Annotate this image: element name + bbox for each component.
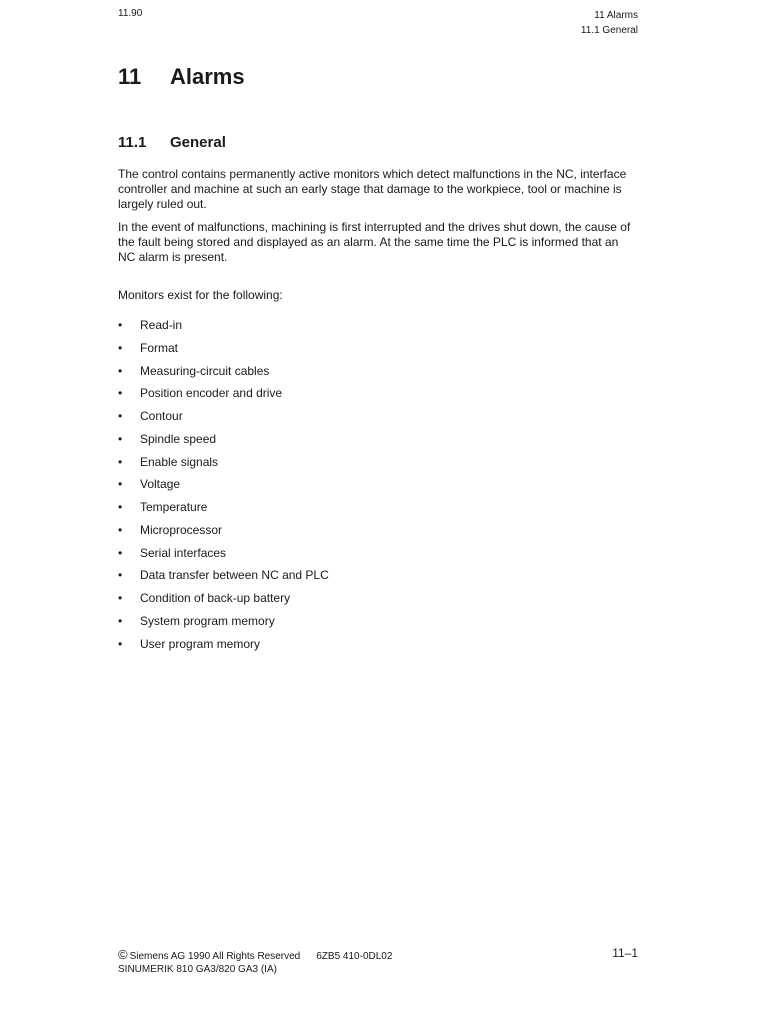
page-header-left bbox=[118, 8, 142, 19]
list-item bbox=[118, 363, 329, 386]
list-item bbox=[118, 545, 329, 568]
list-item-text: User program memory bbox=[140, 636, 261, 651]
bullet-icon: • bbox=[118, 522, 123, 537]
section-title: General bbox=[170, 134, 226, 151]
bullet-icon: • bbox=[118, 568, 123, 583]
list-item bbox=[118, 522, 329, 545]
list-item-text: Temperature bbox=[140, 500, 208, 514]
list-item bbox=[118, 454, 329, 477]
bullet-icon: • bbox=[118, 477, 123, 492]
bullet-icon: • bbox=[118, 363, 123, 378]
list-item-text: Read-in bbox=[140, 318, 183, 332]
bullet-icon: • bbox=[118, 613, 123, 628]
bullet-icon: • bbox=[118, 431, 123, 446]
section-number: 11.1 bbox=[118, 134, 147, 151]
list-item-text: Data transfer between NC and PLC bbox=[140, 568, 329, 583]
bullet-icon: • bbox=[118, 318, 123, 332]
section-heading bbox=[118, 134, 226, 151]
list-item bbox=[118, 408, 329, 431]
list-item-text: Format bbox=[140, 340, 179, 355]
page-header-right bbox=[581, 8, 638, 38]
list-item-text: Microprocessor bbox=[140, 522, 223, 537]
list-item bbox=[118, 613, 329, 636]
list-item-text: Spindle speed bbox=[140, 431, 217, 446]
monitor-list bbox=[118, 317, 329, 658]
bullet-icon: • bbox=[118, 340, 123, 355]
copyright-text: Siemens AG 1990 All Rights Reserved bbox=[129, 951, 301, 962]
bullet-icon: • bbox=[118, 500, 123, 514]
list-item-text: Voltage bbox=[140, 477, 181, 492]
list-item-text: System program memory bbox=[140, 613, 275, 628]
header-chapter-ref: 11 Alarms bbox=[594, 10, 638, 21]
malfunction-paragraph: In the event of malfunctions, machining is first interrupted and the drives shut down, the cause of the fault being stored and displayed as an alarm. At the same time the PLC is informed that an NC alarm is present. bbox=[118, 220, 631, 265]
list-item bbox=[118, 431, 329, 454]
bullet-icon: • bbox=[118, 386, 123, 401]
list-item bbox=[118, 476, 329, 499]
bullet-icon: • bbox=[118, 636, 123, 651]
list-item bbox=[118, 499, 329, 522]
header-date: 11.90 bbox=[118, 8, 143, 19]
bullet-icon: • bbox=[118, 454, 123, 469]
page-number: 11–1 bbox=[612, 946, 638, 960]
bullet-icon: • bbox=[118, 545, 123, 560]
header-section-ref: 11.1 General bbox=[580, 25, 638, 36]
intro-paragraph: The control contains permanently active monitors which detect malfunctions in the NC, interface controller and machine at such an early stage that damage to the workpiece, tool or machine is largely ruled out. bbox=[118, 167, 627, 212]
monitors-intro: Monitors exist for the following: bbox=[118, 288, 283, 302]
list-item bbox=[118, 340, 329, 363]
order-number: 6ZB5 410-0DL02 bbox=[316, 951, 393, 962]
product-name: SINUMERIK 810 GA3/820 GA3 (IA) bbox=[118, 964, 277, 975]
chapter-heading bbox=[118, 64, 245, 90]
list-item bbox=[118, 317, 329, 340]
chapter-title: Alarms bbox=[170, 64, 245, 89]
list-item-text: Contour bbox=[140, 409, 183, 423]
list-item-text: Position encoder and drive bbox=[140, 386, 283, 401]
list-item-text: Enable signals bbox=[140, 454, 219, 469]
chapter-number: 11 bbox=[118, 64, 142, 89]
list-item bbox=[118, 590, 329, 613]
list-item bbox=[118, 385, 329, 408]
list-item-text: Measuring-circuit cables bbox=[140, 363, 270, 378]
list-item-text: Serial interfaces bbox=[140, 545, 227, 560]
list-item-text: Condition of back-up battery bbox=[140, 591, 291, 605]
footer-copyright-line bbox=[118, 947, 392, 962]
list-item bbox=[118, 636, 329, 659]
copyright-icon: © bbox=[118, 947, 128, 962]
list-item bbox=[118, 567, 329, 590]
bullet-icon: • bbox=[118, 409, 123, 423]
bullet-icon: • bbox=[118, 591, 123, 605]
